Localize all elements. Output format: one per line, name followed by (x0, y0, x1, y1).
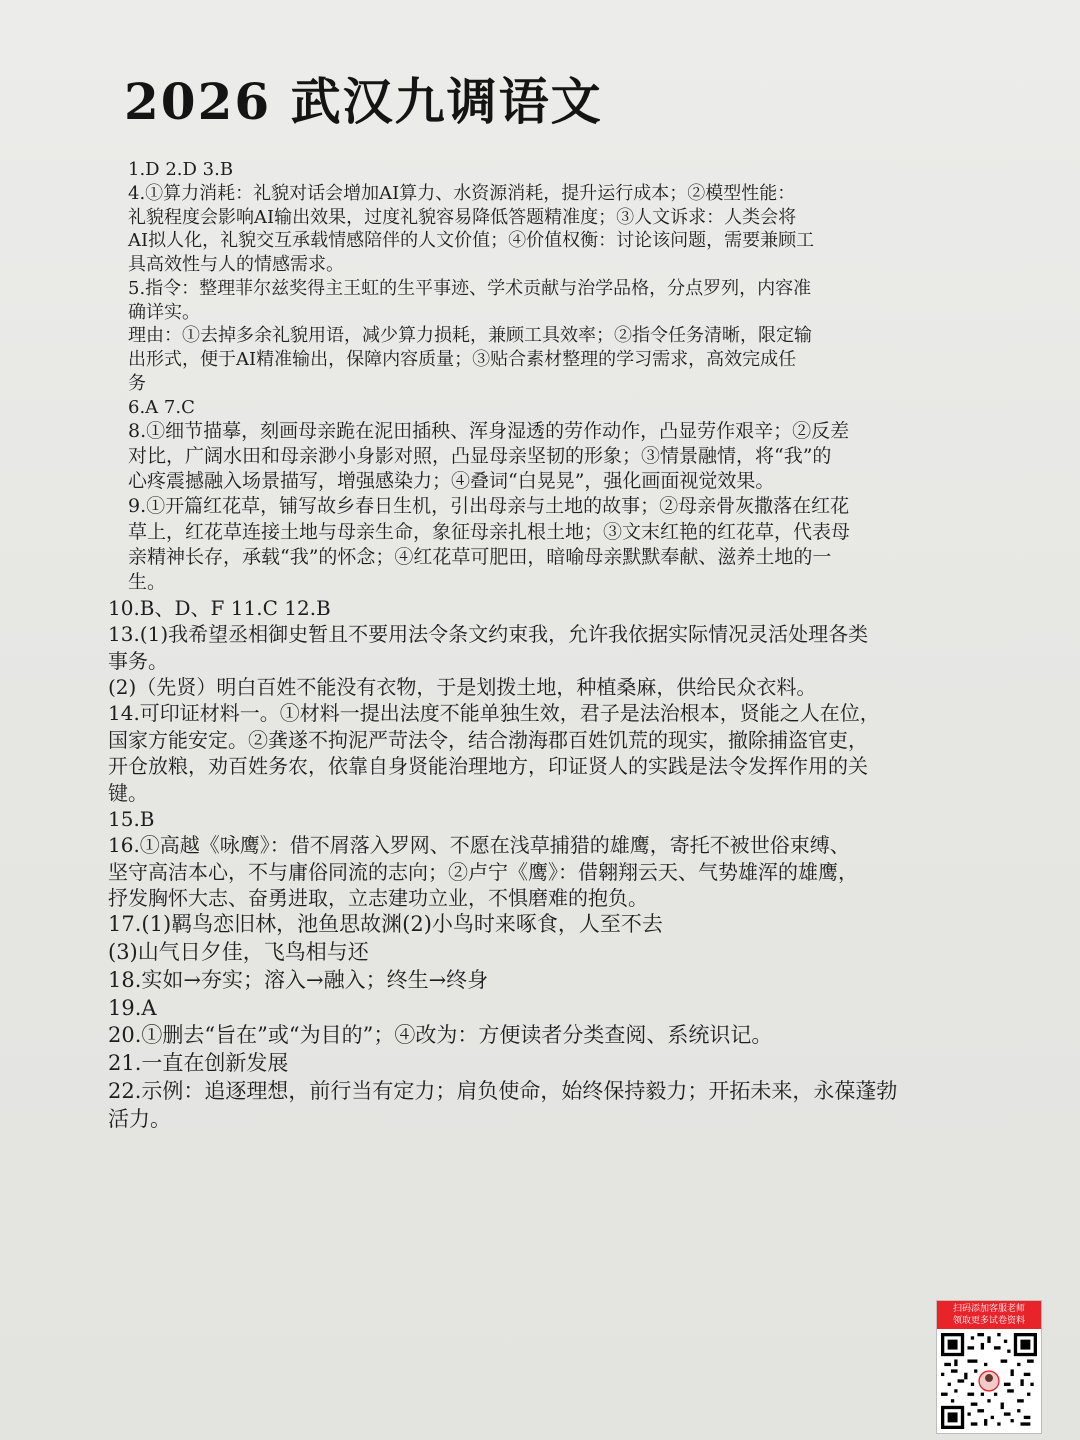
answer-line: (3)山气日夕佳，飞鸟相与还 (108, 940, 369, 965)
answer-line: 21.一直在创新发展 (108, 1051, 289, 1076)
answer-line: 9.①开篇红花草，铺写故乡春日生机，引出母亲与土地的故事；②母亲骨灰撒落在红花 (128, 495, 850, 518)
qr-caption-line: 扫码添加客服老师 (952, 1304, 1025, 1314)
answer-line: (2)（先贤）明白百姓不能没有衣物，于是划拨土地，种植桑麻，供给民众衣料。 (108, 674, 817, 699)
answer-line: 对比，广阔水田和母亲渺小身影对照，凸显母亲坚韧的形象；③情景融情，将“我”的 (128, 445, 832, 468)
answer-line: 坚守高洁本心，不与庸俗同流的志向；②卢宁《鹰》：借翱翔云天、气势雄浑的雄鹰， (108, 859, 858, 884)
answer-line: 抒发胸怀大志、奋勇进取，立志建功立业，不惧磨难的抱负。 (108, 886, 648, 911)
qr-code-icon[interactable] (941, 1333, 1037, 1429)
answer-line: 19.A (108, 995, 157, 1020)
answer-line: AI拟人化，礼貌交互承载情感陪伴的人文价值；④价值权衡：讨论该问题，需要兼顾工 (128, 230, 815, 252)
answer-line: 国家方能安定。②龚遂不拘泥严苛法令，结合渤海郡百姓饥荒的现实，撤除捕盗官吏， (108, 727, 868, 752)
answer-line: 4.①算力消耗：礼貌对话会增加AI算力、水资源消耗，提升运行成本；②模型性能： (128, 182, 796, 204)
answer-line: 开仓放粮，劝百姓务农，依靠自身贤能治理地方，印证贤人的实践是法令发挥作用的关 (108, 754, 868, 779)
answer-line: 20.①删去“旨在”或“为目的”；④改为：方便读者分类查阅、系统识记。 (108, 1023, 773, 1048)
answer-line: 8.①细节描摹，刻画母亲跪在泥田插秧、浑身湿透的劳作动作，凸显劳作艰辛；②反差 (128, 420, 850, 443)
answer-line: 17.(1)羁鸟恋旧林，池鱼思故渊(2)小鸟时来啄食，人至不去 (108, 912, 663, 937)
answer-line: 出形式，便于AI精准输出，保障内容质量；③贴合素材整理的学习需求，高效完成任 (128, 349, 797, 370)
qr-caption-line: 领取更多试卷资料 (952, 1316, 1025, 1326)
answer-line: 礼貌程度会影响AI输出效果，过度礼貌容易降低答题精准度；③人文诉求：人类会将 (128, 206, 797, 228)
qr-caption (937, 1301, 1041, 1329)
answer-line: 15.B (108, 806, 155, 831)
answer-line: 生。 (128, 570, 167, 593)
answer-list (108, 158, 1028, 1133)
answer-line: 6.A 7.C (128, 396, 195, 418)
answer-line: 1.D 2.D 3.B (128, 159, 234, 180)
answer-line: 18.实如→夯实；溶入→融入；终生→终身 (108, 967, 489, 992)
answer-line: 心疼震撼融入场景描写，增强感染力；④叠词“白晃晃”，强化画面视觉效果。 (128, 470, 775, 493)
answer-line: 具高效性与人的情感需求。 (128, 254, 344, 275)
answer-line: 理由：①去掉多余礼貌用语，减少算力损耗，兼顾工具效率；②指令任务清晰，限定输 (128, 325, 812, 347)
answer-line: 键。 (108, 780, 148, 805)
page-title: 2026 武汉九调语文 (124, 72, 603, 131)
answer-line: 务 (128, 372, 146, 394)
answer-line: 亲精神长存，承载“我”的怀念；④红花草可肥田，暗喻母亲默默奉献、滋养土地的一 (128, 545, 832, 568)
answer-line: 确详实。 (128, 301, 200, 323)
answer-line: 13.(1)我希望丞相御史暂且不要用法令条文约束我，允许我依据实际情况灵活处理各类 (108, 622, 869, 647)
answer-line: 活力。 (108, 1106, 171, 1131)
answer-line: 草上，红花草连接土地与母亲生命，象征母亲扎根土地；③文末红艳的红花草，代表母 (128, 520, 851, 543)
qr-code-ad[interactable] (936, 1300, 1042, 1434)
answer-line: 10.B、D、F 11.C 12.B (108, 595, 331, 620)
answer-line: 事务。 (108, 648, 168, 673)
answer-line: 16.①高越《咏鹰》：借不屑落入罗网、不愿在浅草捕猎的雄鹰，寄托不被世俗束缚、 (108, 833, 850, 858)
answer-line: 14.可印证材料一。①材料一提出法度不能单独生效，君子是法治根本，贤能之人在位， (108, 701, 880, 726)
answer-line: 5.指令：整理菲尔兹奖得主王虹的生平事迹、学术贡献与治学品格，分点罗列，内容准 (128, 277, 812, 299)
answer-line: 22.示例：追逐理想，前行当有定力；肩负使命，始终保持毅力；开拓未来，永葆蓬勃 (108, 1078, 898, 1103)
